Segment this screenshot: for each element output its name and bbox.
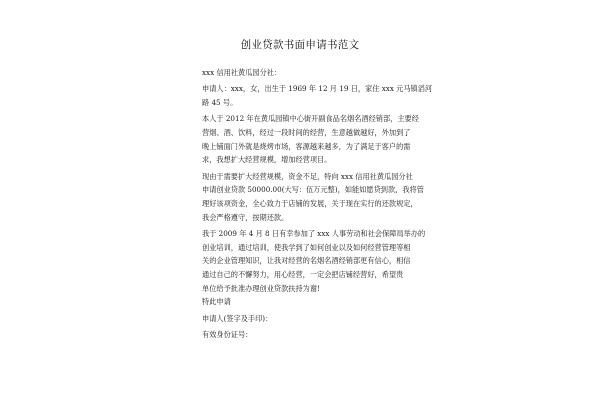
paragraph-line: 我于 2009 年 4 月 8 日有幸参加了 xxx 人事劳动和社会保障局举办的 [202,228,426,238]
paragraph-line: 单位给予批准办理创业贷款扶持为谢! [202,283,320,293]
signature-label: 申请人(签字及手印)： [202,313,273,323]
paragraph-line: 求，我想扩大经营规模，增加经营项目。 [202,155,332,165]
document-body [202,66,433,342]
paragraph-line: 理好该项资金，全心致力于店铺的发展，关于现在实行的还款规定， [202,198,418,208]
paragraph-business-history [202,112,419,167]
paragraph-line: 关的企业管理知识，让我对经营的名烟名酒经销部更有信心，相信 [202,256,411,266]
paragraph-line: 我会严格遵守，按期还款。 [202,212,289,222]
paragraph-line: 本人于 2012 年在黄瓜园镇中心街开副食品名烟名酒经销部，主要经 [202,114,419,124]
applicant-line: 路 45 号。 [202,97,238,107]
paragraph-line: 申请创业贷款 50000.00(大写：伍万元整)，如能如愿贷到款，我将管 [202,185,424,195]
salutation: xxx 信用社黄瓜园分社： [202,68,282,77]
paragraph-line: 通过自己的不懈努力，用心经营，一定会把店铺经营好，希望贵 [202,270,404,279]
paragraph-line: 创业培训，通过培训，使我学到了如何创业以及如何经营管理等相 [202,242,411,252]
closing-text: 特此申请 [202,297,231,307]
document-title: 创业贷款书面申请书范文 [240,39,360,51]
paragraph-loan-request [202,170,424,225]
paragraph-line: 现由于需要扩大经营规模，资金不足，特向 xxx 信用社黄瓜园分社 [202,171,413,181]
applicant-info [202,82,433,109]
paragraph-training [202,227,426,295]
id-number-label: 有效身份证号： [202,329,253,339]
applicant-line: 申请人：xxx，女，出生于 1969 年 12 月 19 日，家住 xxx 元马镇滔河 [202,84,433,94]
paragraph-line: 营烟、酒、饮料，经过一段时间的经营，生意越做越好，外加到了 [202,127,411,137]
paragraph-line: 晚上铺面门外就是烧烤市场，客源越来越多，为了满足于客户的需 [202,141,411,151]
